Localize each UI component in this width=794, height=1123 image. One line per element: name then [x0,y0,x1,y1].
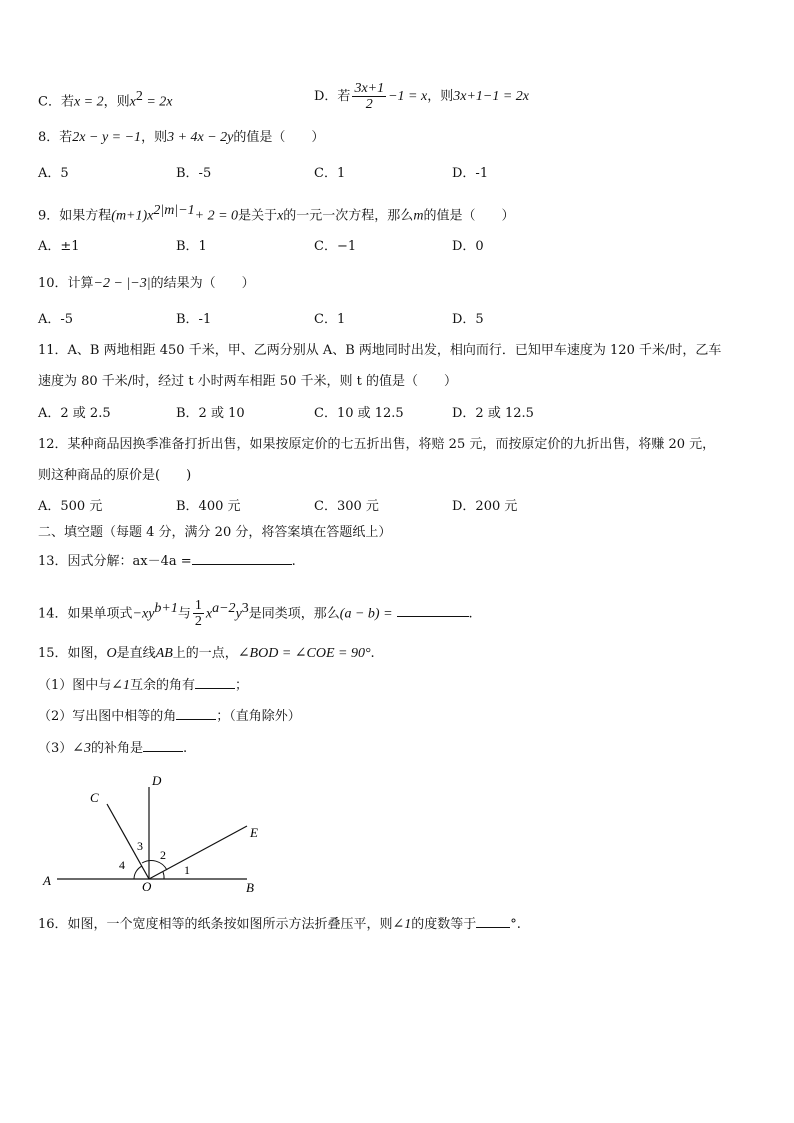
q15-sub3-suffix: 的补角是 [91,741,144,756]
q15-sub1-blank[interactable] [195,676,235,689]
q16-stem-suffix: °. [510,917,521,932]
q14-mono1-exp: b+1 [154,601,178,616]
q14-frac-num: 1 [194,598,202,614]
q9-option-d: D．0 [452,239,484,254]
q14-mono2-y: y [235,606,242,622]
q9-stem-var-m: m [413,208,424,224]
q15-sub2-prefix: （2）写出图中相等的角 [38,709,177,724]
q8-stem-math2: 3 + 4x − 2y [167,130,234,145]
q7-option-c-condition: x = 2 [73,94,104,110]
q7-option-d [314,80,529,114]
q15-sub1-suffix: 互余的角有 [130,678,196,693]
label-angle-1: 1 [184,863,190,877]
q16-stem-angle: ∠1 [392,917,412,932]
q12-stem-line2: 则这种商品的原价是( ) [38,468,192,483]
q7-option-c-result-rest: = 2x [142,94,173,110]
q7-option-c-label: C．若 [38,94,74,110]
q8-stem-prefix: 8．若 [38,130,73,145]
q14-mono2-yexp: 3 [241,601,249,616]
q10-stem-suffix: 的结果为（ ） [150,276,255,291]
q13-stem-text: 13．因式分解：ax－4a = [38,554,192,569]
q9-stem-mid2: 的一元一次方程，那么 [283,208,414,224]
q11-option-c: C．10 或 12.5 [314,406,404,421]
section-2-title: 二、填空题（每题 4 分，满分 20 分，将答案填在答题纸上） [38,525,392,540]
q7-option-d-frac-num: 3x+1 [354,81,385,96]
q12-option-b: B．400 元 [176,499,241,514]
q15-sub3-blank[interactable] [143,739,183,752]
q14-answer-blank[interactable] [397,604,469,617]
q7-option-c-result-exp: 2 [135,89,143,104]
q11-option-b: B．2 或 10 [176,406,245,421]
q10-option-a: A．-5 [38,312,74,327]
q8-option-b: B．-5 [176,166,212,181]
q8-option-c: C．1 [314,166,346,181]
label-b: B [246,880,254,895]
q15-sub1-angle: ∠1 [111,678,131,693]
q8-option-a: A．5 [38,166,69,181]
q9-stem-prefix: 9．如果方程 [38,208,112,224]
label-o: O [142,879,152,894]
q7-option-d-fraction [352,81,386,112]
q7-option-c-result-base: x [129,94,136,110]
q12-option-d: D．200 元 [452,499,518,514]
q11-option-a: A．2 或 2.5 [38,406,111,421]
q15-sub2-blank[interactable] [176,707,216,720]
q8-stem-mid: ，则 [141,130,168,145]
q7-option-d-mid: −1 = x [388,89,428,104]
q14-mono1-base: −xy [132,606,155,622]
q8-option-d: D．-1 [452,166,489,181]
q10-option-c: C．1 [314,312,346,327]
q10-stem-math: −2 − |−3| [93,276,151,291]
label-angle-3: 3 [137,839,143,853]
q11-stem-line1: 11．A、B 两地相距 450 千米，甲、乙两分别从 A、B 两地同时出发，相向而行．已知甲车速度为 120 千米/时，乙车 [38,343,722,358]
q15-stem-o: O [106,646,117,661]
q15-stem-mid: 是直线 [116,646,156,661]
q9-stem [38,202,514,225]
q15-stem-prefix: 15．如图， [38,646,107,661]
q14-mid2: 是同类项，那么 [248,606,340,622]
label-a: A [43,873,51,888]
q14-mono2-xexp: a−2 [212,601,236,616]
q15-sub3-prefix: （3） [38,741,73,756]
label-c: C [90,790,99,805]
q8-stem-math1: 2x − y = −1 [72,130,142,145]
angle-arc-inner [134,866,142,879]
q9-option-b: B．1 [176,239,207,254]
q7-option-c [38,88,173,111]
q15-sub1-end: ； [235,678,249,693]
q14-frac-den: 2 [194,614,202,630]
q13-suffix: . [291,554,296,569]
q13-answer-blank[interactable] [192,552,292,565]
q9-stem-math-exp: 2|m|−1 [153,203,195,218]
q7-option-d-label: D．若 [314,89,351,104]
q11-option-d: D．2 或 12.5 [452,406,534,421]
q9-stem-math-a: (m+1)x [111,208,154,224]
q7-option-d-result: 3x+1−1 = 2x [453,89,530,104]
q14-stem-prefix: 14．如果单项式 [38,606,133,622]
q16-stem [38,915,521,934]
q10-stem [38,275,255,293]
q7-option-d-then: ，则 [427,89,454,104]
q8-stem [38,129,324,147]
q15-sub3 [38,739,187,758]
q15-sub1 [38,676,248,695]
q9-stem-mid: 是关于 [238,208,278,224]
q12-option-a: A．500 元 [38,499,103,514]
q11-stem-line2: 速度为 80 千米/时，经过 t 小时两车相距 50 千米，则 t 的值是（ ） [38,374,457,389]
q15-sub2 [38,707,301,726]
q16-stem-mid: 的度数等于 [411,917,477,932]
q15-angle-figure [35,772,275,897]
q15-stem-mid2: 上的一点， [172,646,238,661]
q12-option-c: C．300 元 [314,499,379,514]
q7-option-c-then: ，则 [103,94,130,110]
q15-sub1-prefix: （1）图中与 [38,678,112,693]
q16-answer-blank[interactable] [476,915,510,928]
q15-sub3-end: . [183,741,188,756]
q14-stem [38,592,473,631]
q14-mid: 与 [177,606,191,622]
q14-expr: (a − b) = [339,606,393,622]
label-angle-4: 4 [119,858,125,872]
q10-stem-prefix: 10．计算 [38,276,94,291]
q13-stem [38,552,296,571]
q14-fraction [193,598,204,629]
q7-option-d-frac-den: 2 [365,97,373,112]
label-angle-2: 2 [160,848,166,862]
q16-stem-prefix: 16．如图，一个宽度相等的纸条按如图所示方法折叠压平，则 [38,917,393,932]
q12-stem-line1: 12．某种商品因换季准备打折出售，如果按原定价的七五折出售，将赔 25 元，而按原定价的九折出售，将赚 20 元， [38,437,716,452]
q15-stem-math: ∠BOD = ∠COE = 90° [237,646,371,661]
q9-option-a: A．±1 [38,239,80,254]
q15-stem-ab: AB [155,646,173,661]
angle-arc-right [163,872,164,879]
q9-option-c: C．−1 [314,239,357,254]
q9-stem-suffix: 的值是（ ） [423,208,515,224]
q15-stem [38,645,375,663]
q15-sub2-end: ；（直角除外） [216,709,301,724]
q9-stem-math-b: + 2 = 0 [194,208,239,224]
label-d: D [152,773,162,788]
label-e: E [250,825,258,840]
q9-stem-var-x: x [277,208,284,224]
q14-mono2-x: x [205,606,213,622]
q14-suffix: . [468,606,473,622]
q10-option-b: B．-1 [176,312,212,327]
q8-stem-suffix: 的值是（ ） [233,130,325,145]
q15-stem-suffix: . [370,646,375,661]
q10-option-d: D．5 [452,312,484,327]
q15-sub3-angle: ∠3 [72,741,92,756]
